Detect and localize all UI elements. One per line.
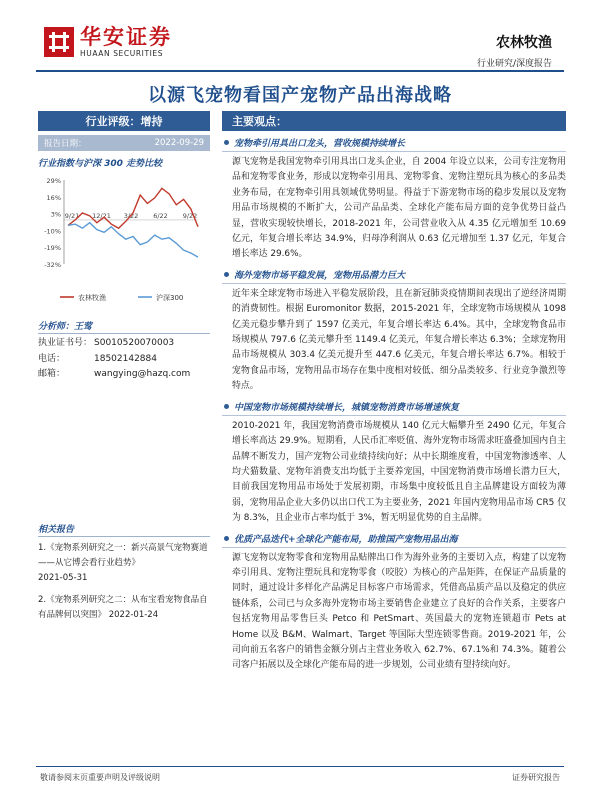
section-heading <box>222 136 566 149</box>
report-title: 以源飞宠物看国产宠物产品出海战略 <box>148 85 452 106</box>
report-date-value: 2022-09-29 <box>154 138 204 148</box>
chart-legend-label: 农林牧渔 <box>78 294 106 302</box>
chart-legend-label: 沪深300 <box>156 294 184 302</box>
logo-english-name: HUAAN SECURITIES <box>80 49 164 58</box>
bullet-icon <box>224 140 229 145</box>
related-report-title: 2.《宠物系列研究之二：从布宝看宠物食品自有品牌何以突围》 <box>38 595 208 620</box>
report-date-row <box>38 135 210 151</box>
logo-mark-icon <box>44 27 74 57</box>
analyst-email-value[interactable]: wangying@hazq.com <box>94 369 191 379</box>
section-body: 源飞宠物以宠物零食和宠物用品贴牌出口作为海外业务的主要切入点，构建了以宠物牵引用具、宠物注塑玩具和宠物零食（咬胶）为核心的产品矩阵，在保证产品质量的同时，通过设计多样化产品满足目标客户市场需求，凭借高品质产品以及稳定的供应链体系，公司已与众多海外宠物市场主要销售企业建立了良好的合作关系，主要客户包括宠物用品零售巨头 Petco 和 PetSmart、英国最大的宠物连锁超市 Pets at Home 以及 B&M、Walmart、Target 等国际大型连锁零售商。2019-2021 年，公司向前五名客户的销售金额分别占主营业务收入 62.7%、67.1%和 74.3%。随着公司客户拓展以及全球化产能布局的进一步规划，公司业绩有望持续向好。 <box>232 552 566 671</box>
analyst-phone-value: 18502142884 <box>94 353 157 364</box>
chart-x-tick-label: 6/22 <box>153 211 168 220</box>
chart-y-tick-label: 29% <box>46 177 61 185</box>
chart-x-tick-label: 9/22 <box>182 211 198 220</box>
analyst-email-label: 邮箱： <box>38 369 66 379</box>
section-heading-text: 宠物牵引用具出口龙头，营收规模持续增长 <box>234 139 406 149</box>
analyst-cert-label: 执业证书号： <box>38 338 93 348</box>
main-views <box>222 111 566 674</box>
related-report-date: 2021-05-31 <box>38 573 88 583</box>
section-divider <box>222 415 566 416</box>
related-report-title: 1.《宠物系列研究之一：新兴高景气宠物赛道——从它博会看行业趋势》 <box>38 543 208 568</box>
chart-y-tick-label: -19% <box>44 244 61 253</box>
logo-chinese-name: 华安证券 <box>80 24 172 49</box>
chart-series-line-industry <box>68 188 198 228</box>
section-heading-text: 海外宠物市场平稳发展，宠物用品潜力巨大 <box>234 270 406 281</box>
section-body: 源飞宠物是我国宠物牵引用具出口龙头企业，自 2004 年设立以来，公司专注宠物用品和宠物零食业务，形成以宠物牵引用具、宠物零食、宠物注塑玩具为核心的多品类业务布局，在宠物牵引用具领域优势明显。得益于下游宠物市场的稳步发展以及宠物用品市场规模的不断扩大，公司产品品类、全球化产能布局方面的竞争优势日益凸显，营收实现较快增长，2018-2021 年，公司营业收入从 4.35 亿元增加至 10.69 亿元，年复合增长率达 34.9%，归母净利润从 0.63 亿元增加至 1.37 亿元，年复合增长率达 29.6%。 <box>232 157 566 260</box>
chart-series-line-csi300 <box>68 223 198 257</box>
section-heading <box>222 268 566 281</box>
analyst-phone-label: 电话： <box>38 353 66 364</box>
footer-divider <box>36 766 564 767</box>
footer-report-label: 证券研究报告 <box>512 773 560 782</box>
analyst-heading: 分析师：王莺 <box>38 322 93 332</box>
header-divider <box>36 70 564 72</box>
related-report-item[interactable] <box>38 593 214 623</box>
related-divider <box>38 536 210 537</box>
section-heading-text: 中国宠物市场规模持续增长，城镇宠物消费市场增速恢复 <box>234 402 460 413</box>
section-heading <box>222 532 566 545</box>
bullet-icon <box>224 404 229 409</box>
related-reports-heading: 相关报告 <box>38 525 75 535</box>
industry-name: 农林牧渔 <box>496 35 552 51</box>
main-views-heading: 主要观点： <box>222 111 566 131</box>
chart-x-tick-label: 9/21 <box>64 211 80 220</box>
section-heading-text: 优质产品迭代+全球化产能布局，助推国产宠物用品出海 <box>234 534 458 545</box>
analyst-divider <box>38 333 210 334</box>
chart-y-tick-label: -32% <box>44 261 61 269</box>
industry-rating: 行业评级：增持 <box>38 111 210 131</box>
bullet-icon <box>224 536 229 541</box>
report-date-label: 报告日期： <box>44 139 87 149</box>
section-divider <box>222 283 566 284</box>
section-body: 近年来全球宠物市场进入平稳发展阶段，且在新冠肺炎疫情期间表现出了逆经济周期的消费韧性。根据 Euromonitor 数据，2015-2021 年，全球宠物市场规模从 1098 亿美元稳步攀升到了 1597 亿美元，年复合增长率达 6.4%。其中，全球宠物食品市场规模从 797.6 亿美元攀升至 1149.4 亿美元，年复合增长率达 6.3%；全球宠物用品市场规模从 303.4 亿美元提升至 447.6 亿美元，年复合增长率达 6.7%。相较于宠物食品市场，宠物用品市场存在集中度相对较低、细分品类较多、行业竞争激烈等特点。 <box>232 288 566 392</box>
related-reports-list <box>38 541 214 630</box>
related-report-date: 2022-01-24 <box>108 610 159 620</box>
related-report-item[interactable] <box>38 541 214 586</box>
chart-x-tick-label: 3/22 <box>123 211 139 220</box>
analyst-info <box>38 336 190 383</box>
analyst-email-row <box>38 367 190 383</box>
chart-y-tick-label: 16% <box>46 193 61 202</box>
chart-title: 行业指数与沪深 300 走势比较 <box>38 159 163 169</box>
footer-disclaimer: 敬请参阅末页重要声明及评级说明 <box>40 773 160 782</box>
index-comparison-chart <box>38 172 210 312</box>
report-type: 行业研究/深度报告 <box>476 59 552 69</box>
chart-y-tick-label: 3% <box>50 210 61 219</box>
section-divider <box>222 151 566 152</box>
section-body: 2010-2021 年，我国宠物消费市场规模从 140 亿元大幅攀升至 2490 亿元，年复合增长率高达 29.9%。短期看，人民币汇率贬值、海外宠物市场需求旺盛叠加国内自主品牌不断发力，国产宠物公司业绩持续向好；从中长期维度看，中国宠物渗透率、人均犬猫数量、宠物年消费支出均低于主要养宠国，中国宠物消费市场增长潜力巨大，目前我国宠物用品市场处于发展初期，市场集中度较低且自主品牌建设方面较为薄弱，宠物用品企业大多仍以出口代工为主要业务，2021 年国内宠物用品市场 CR5 仅为 8.3%，且企业市占率均低于 3%，暂无明显优势的自主品牌。 <box>232 420 566 524</box>
analyst-cert-row <box>38 336 190 352</box>
analyst-phone-row <box>38 352 190 368</box>
index-chart-svg <box>38 172 210 312</box>
section-divider <box>222 547 566 548</box>
analyst-cert-value: S0010520070003 <box>94 338 175 348</box>
chart-y-tick-label: -10% <box>44 227 61 236</box>
bullet-icon <box>224 272 229 277</box>
company-logo <box>44 26 172 58</box>
chart-x-tick-label: 12/21 <box>92 211 111 220</box>
section-heading <box>222 400 566 413</box>
